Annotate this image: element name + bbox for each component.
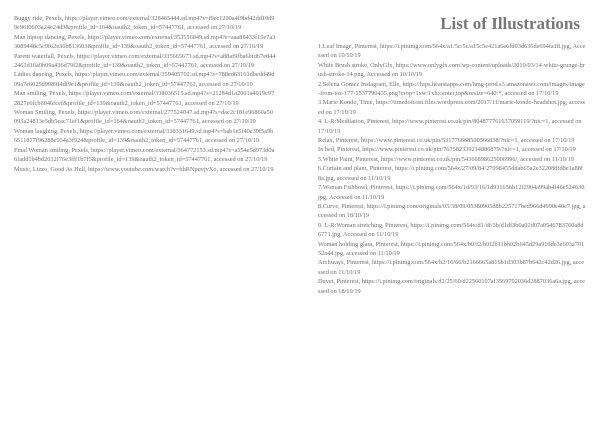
citation-entry: 5.White Paint, Pinterest, https://www.pinterest.co.uk/pin/54366898625006996/, accessed on 11/10/19 (318, 155, 574, 163)
page-title: List of Illustrations (440, 14, 580, 33)
citation-entry: 2.Selena Gomez Instagram, Elle, https://hips.hearstapps.com/hmg-prod.s3.amazonaws.com/images/image-from-ios-177-1537790435.png?crop=1xw:1xh;center,top&resize=640:*, accessed on 17/10/19 (318, 80, 585, 98)
citation-entry: 8.Curve, Pinterest, https://i.pinimg.com/originals/05/38/09/05380905d8b225717bed966d4990e40e7.jpg, accessed on 18/10/19 (318, 202, 586, 220)
citation-entry: 6.Curtain and plant, Pinterest, https://i.pinimg.com/564x/27/09/84/27098455ddab65a2e322088fd8e1a88f8a.jpg, accessed on 11/10/19 (318, 165, 583, 182)
citation-entry: 1.Leaf Image, Pinterest, https://i.pinimg.com/564x/a1/5c/5c/a15c5e421a6e6fd03d636de694fa18.jpg, Accessed on 10/10/19 (318, 43, 586, 60)
citation-entry: Final Woman smiling, Pexels, https://player.vimeo.com/external/364772153.sd.mp4?s=a554e5d973d0a6fadd1b4bd2032f76e3fff1b7f5&profile_id=139&oauth2_token_id=57447761, accessed on 27/10/19 (14, 146, 275, 164)
citation-entry: Woman Smiling, Pexels, https://player.vimeo.com/external/277524047.sd.mp4?s=dac2c181e96860a50093a24813e5db5cac71ef1&profile_id=164&oauth2_token_id=57447761, accessed on 27/10/19 (14, 109, 273, 126)
citation-entry: Duvet, Pinterest, https://i.pinimg.com/originals/d2/25/60/d22560107af3569702036d2887036a6a.jpg, accessed on 18/10/19 (318, 278, 586, 295)
citation-entry: 4. L-R:Meditation, Pinterest, https://www.pinterest.co.uk/pin/804877761637059119/?nic=1, accessed on 17/10/19 (318, 118, 582, 135)
citation-entry: Archways, Pinterest, https://i.pinimg.com/564x/b2/16/66/b2166665a816b1d303b87b642c42d26.jpg, accessed on 11/10/19 (318, 259, 585, 276)
citation-entry: Music, Lizzo, Good As Hell, https://www.youtube.com/watch?v=bhRNpuvjvXo, accessed on 27/10/19 (14, 165, 274, 173)
citation-entry: Woman holding glass, Pinterest, https://i.pinimg.com/564x/b0/f2/b0f2b11bb02b645d29a916de3e603a70152a44.jpg, accessed on 11/10/19 (318, 240, 585, 257)
citation-entry: Relax, Pinterest, https://www.pinterest.co.uk/pin/531776668500566838/?nic=1, accessed on 17/10/19 (318, 137, 575, 145)
citation-entry: Man smiling, Pexels, https://player.vimeo.com/external/338036515.sd.mp4?s=21284d1a2001a4019c972827e6fcb6046fcef&profile_id=139&oauth2_token_id=57447761, accessed on 27/10/19 (14, 90, 275, 107)
video-credits-column (14, 14, 276, 174)
citation-entry: 7.Woman Fishbowl, Pinterest, https://i.pinimg.com/564x/1d/93/16/1d931656b12f2904a99ab4f46e524630.jpg, Accessed on 11/10/19 (318, 184, 586, 201)
citation-entry: Woman laughing, Pexels, https://player.vimeo.com/external/338331649.sd.mp4?s=bab1e5f40e39f5a9b6511877f96288e934a3f924&profile_id=139&oauth2_token_id=57447761, accessed on 27/10/19 (14, 127, 274, 145)
citation-entry: Ladies dancing, Pexels, https://player.vimeo.com/external/359405702.sd.mp4?s=788ed63161dbedd49d09a7e6025d9089f4df9e1&profile_id=139&oauth2_token_id=57447761, accessed on 27/10/19 (14, 71, 275, 88)
citation-entry: Buggy ride, Pexels, https://player.vimeo.com/external/328465444.sd.mp4?s=f9ec1200a4f9bd42dd10d99c96f0603a24e24d3&profile_id=164&oauth2_token_id=57447761, accessed on 27/10/19 (14, 15, 275, 32)
citation-entry: Parent waterfall, Pexels, https://player.vimeo.com/external/335665673.sd.mp4?s=a88af9fba6bfd67e8442461d16a0b09a436d79f2&profile_id=139&oauth2_token_id=57447761, accessed on 27/10/19 (14, 52, 276, 70)
illustration-list (318, 42, 586, 296)
citation-entry: White Brush stroke, OnlyGfx, https://www.onlygfx.com/wp-content/uploads/2019/03/14-white-grunge-brush-stroke-14.png, Accessed on 10/10/19 (318, 61, 585, 79)
illustrations-column (318, 14, 586, 296)
citation-entry: 9. L-R:Woman stretching, Pinterest, https://i.pinimg.com/564x/d1/df/3b/d1df3b0a02d07a0546783760a8d6771.jpg, Accessed on 11/10/19 (318, 221, 584, 239)
citation-entry: Man hiptop dancing, Pexels, https://player.vimeo.com/external/353556849.sd.mp4?s=aaa88433f15e7a33089448c5c9f62e36b813603&profile_id=139&oauth2_token_id=57447761, accessed on 27/10/19 (14, 33, 276, 51)
citation-entry: 3.Marie Kondo, Time, https://timedotcom.files.wordpress.com/2017/11/marie-kondo-headshot.jpg, accessed on 17/10/19 (318, 99, 585, 116)
citation-entry: In bed, Pinterest, https://www.pinterest.co.uk/pin/767582339214886879/?nic=1, accessed on 17/10/19 (318, 146, 576, 154)
